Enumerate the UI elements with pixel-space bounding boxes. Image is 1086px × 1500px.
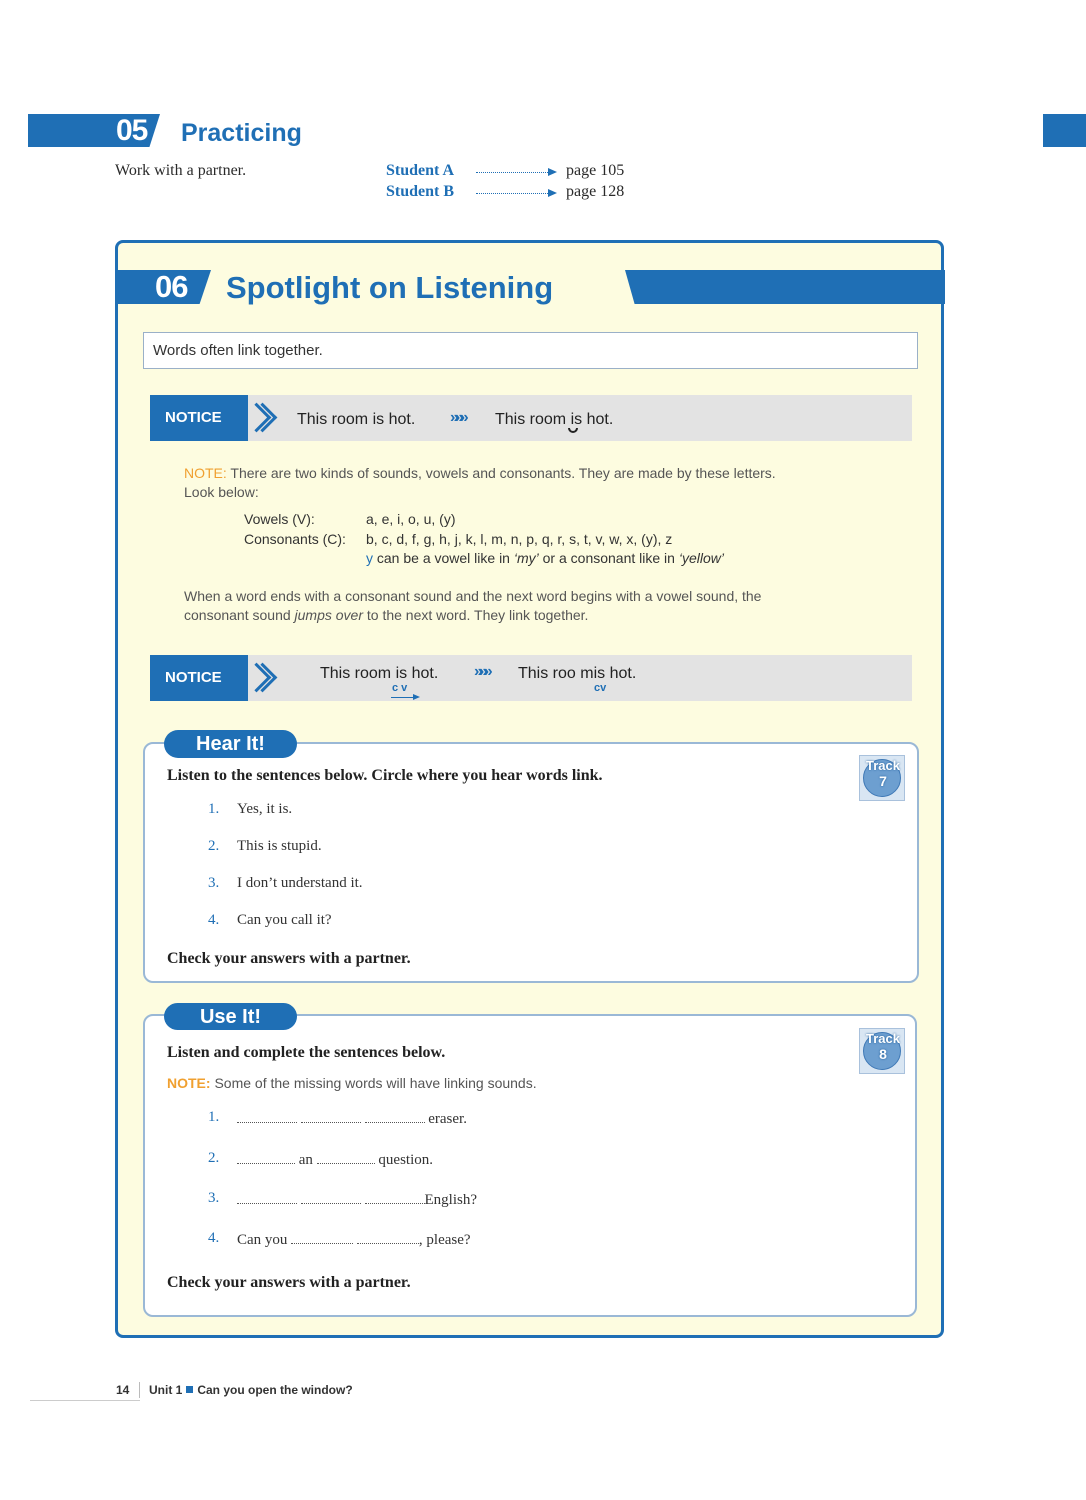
section-06-title: Spotlight on Listening	[226, 270, 554, 305]
use-item-4-after: , please?	[418, 1232, 471, 1248]
notice-2-arrows-icon: »»»	[474, 663, 489, 680]
blank-field[interactable]	[365, 1190, 425, 1204]
track-8-label: Track	[866, 1031, 900, 1046]
hear-item-4-number: 4.	[208, 912, 220, 928]
use-item-3-after: English?	[424, 1192, 477, 1208]
section-06-strip	[625, 270, 945, 304]
track-7-number: 7	[879, 773, 887, 789]
hear-item-1-number: 1.	[208, 801, 220, 817]
section-05-number: 05	[116, 114, 148, 147]
footer-unit-label: Unit 1	[149, 1383, 183, 1397]
section-06-number: 06	[155, 269, 188, 304]
info-box: Words often link together.	[143, 332, 918, 369]
practicing-instruction: Work with a partner.	[115, 162, 247, 179]
use-it-instruction: Listen and complete the sentences below.	[167, 1044, 446, 1061]
hear-it-title: Hear It!	[164, 730, 297, 758]
blank-field[interactable]	[357, 1230, 419, 1244]
cv-right: cv	[594, 682, 607, 694]
blank-field[interactable]	[301, 1190, 361, 1204]
use-item-1-number: 1.	[208, 1109, 220, 1125]
hear-item-2-text: This is stupid.	[237, 838, 322, 854]
y-letter: y	[366, 550, 373, 566]
linking-jumps-over: jumps over	[294, 607, 363, 623]
blank-field[interactable]	[237, 1150, 295, 1164]
use-it-note-label: NOTE:	[167, 1075, 211, 1091]
cv-arrow-icon	[413, 694, 420, 700]
vowels-label: Vowels (V):	[244, 511, 315, 527]
blank-field[interactable]	[237, 1109, 297, 1123]
use-it-check: Check your answers with a partner.	[167, 1274, 411, 1291]
blank-field[interactable]	[301, 1109, 361, 1123]
note-line-1: There are two kinds of sounds, vowels and consonants. They are made by these letters.	[230, 465, 776, 481]
use-item-4	[237, 1230, 471, 1249]
footer-separator	[139, 1382, 140, 1398]
footer-unit	[149, 1383, 353, 1397]
blank-field[interactable]	[291, 1230, 353, 1244]
y-yellow: ‘yellow’	[678, 550, 724, 566]
track-8-number: 8	[879, 1046, 887, 1062]
hear-it-instruction: Listen to the sentences below. Circle where you hear words link.	[167, 767, 603, 784]
notice-tag-2: NOTICE	[150, 655, 248, 701]
note-line-2: Look below:	[184, 484, 259, 500]
student-a-label: Student A	[386, 162, 455, 179]
track-7-icon[interactable]	[859, 755, 905, 801]
student-a-arrow-icon	[548, 168, 557, 176]
notice-2-left: This room is hot.	[320, 665, 439, 682]
y-text-2: or a consonant like in	[538, 550, 679, 566]
hear-item-2-number: 2.	[208, 838, 220, 854]
use-item-1	[237, 1109, 467, 1128]
footer-unit-title: Can you open the window?	[197, 1383, 353, 1397]
cv-arrow-line	[391, 697, 415, 698]
student-b-label: Student B	[386, 183, 455, 200]
linking-line-2a: consonant sound	[184, 607, 295, 623]
hear-item-1-text: Yes, it is.	[237, 801, 293, 817]
y-text-1: can be a vowel like in	[373, 550, 514, 566]
section-05-title: Practicing	[181, 119, 302, 147]
linking-line-2b: to the next word. They link together.	[363, 607, 589, 623]
notice-1-left: This room is hot.	[297, 411, 416, 428]
student-b-arrow-icon	[548, 189, 557, 197]
linking-line-1: When a word ends with a consonant sound and the next word begins with a vowel sound, the	[184, 588, 762, 604]
use-item-4-number: 4.	[208, 1230, 220, 1246]
use-it-title: Use It!	[164, 1003, 297, 1030]
blank-field[interactable]	[365, 1109, 425, 1123]
use-item-4-before: Can you	[237, 1232, 288, 1248]
track-8-icon[interactable]	[859, 1028, 905, 1074]
use-item-2-mid: an	[298, 1152, 313, 1168]
student-b-arrow-line	[476, 193, 548, 194]
student-a-arrow-line	[476, 172, 548, 173]
footer-page-number: 14	[116, 1383, 130, 1397]
use-it-note	[167, 1074, 537, 1093]
notice-tag-1: NOTICE	[150, 395, 248, 441]
hear-item-3-number: 3.	[208, 875, 220, 891]
notice-1-right: This room is hot.	[495, 411, 614, 428]
blank-field[interactable]	[317, 1150, 375, 1164]
consonants-label: Consonants (C):	[244, 531, 346, 547]
use-item-2-number: 2.	[208, 1150, 220, 1166]
use-item-2	[237, 1150, 433, 1169]
footer-rule	[30, 1400, 140, 1401]
y-explanation	[366, 548, 724, 568]
track-7-label: Track	[866, 758, 900, 773]
student-a-page: page 105	[566, 162, 625, 179]
consonants-list: b, c, d, f, g, h, j, k, l, m, n, p, q, r, s, t, v, w, x, (y), z	[366, 531, 673, 547]
y-my: ‘my’	[513, 550, 539, 566]
page-edge-tab	[1043, 114, 1086, 147]
note-label: NOTE:	[184, 465, 227, 481]
footer-square-icon	[186, 1386, 193, 1393]
use-it-note-text: Some of the missing words will have linking sounds.	[214, 1075, 537, 1091]
use-item-2-after: question.	[378, 1152, 434, 1168]
hear-it-check: Check your answers with a partner.	[167, 950, 411, 967]
vowels-list: a, e, i, o, u, (y)	[366, 511, 456, 527]
hear-item-3-text: I don’t understand it.	[237, 875, 363, 891]
linking-explanation	[184, 587, 884, 625]
notice-2-right: This roo mis hot.	[518, 665, 637, 682]
blank-field[interactable]	[237, 1190, 297, 1204]
note-paragraph-1	[184, 464, 884, 502]
cv-left: c v	[392, 682, 408, 694]
use-item-3-number: 3.	[208, 1190, 220, 1206]
student-b-page: page 128	[566, 183, 625, 200]
hear-item-4-text: Can you call it?	[237, 912, 332, 928]
use-item-3	[237, 1190, 477, 1209]
notice-1-arrows-icon: »»»	[450, 409, 465, 426]
use-item-1-after: eraser.	[428, 1111, 467, 1127]
